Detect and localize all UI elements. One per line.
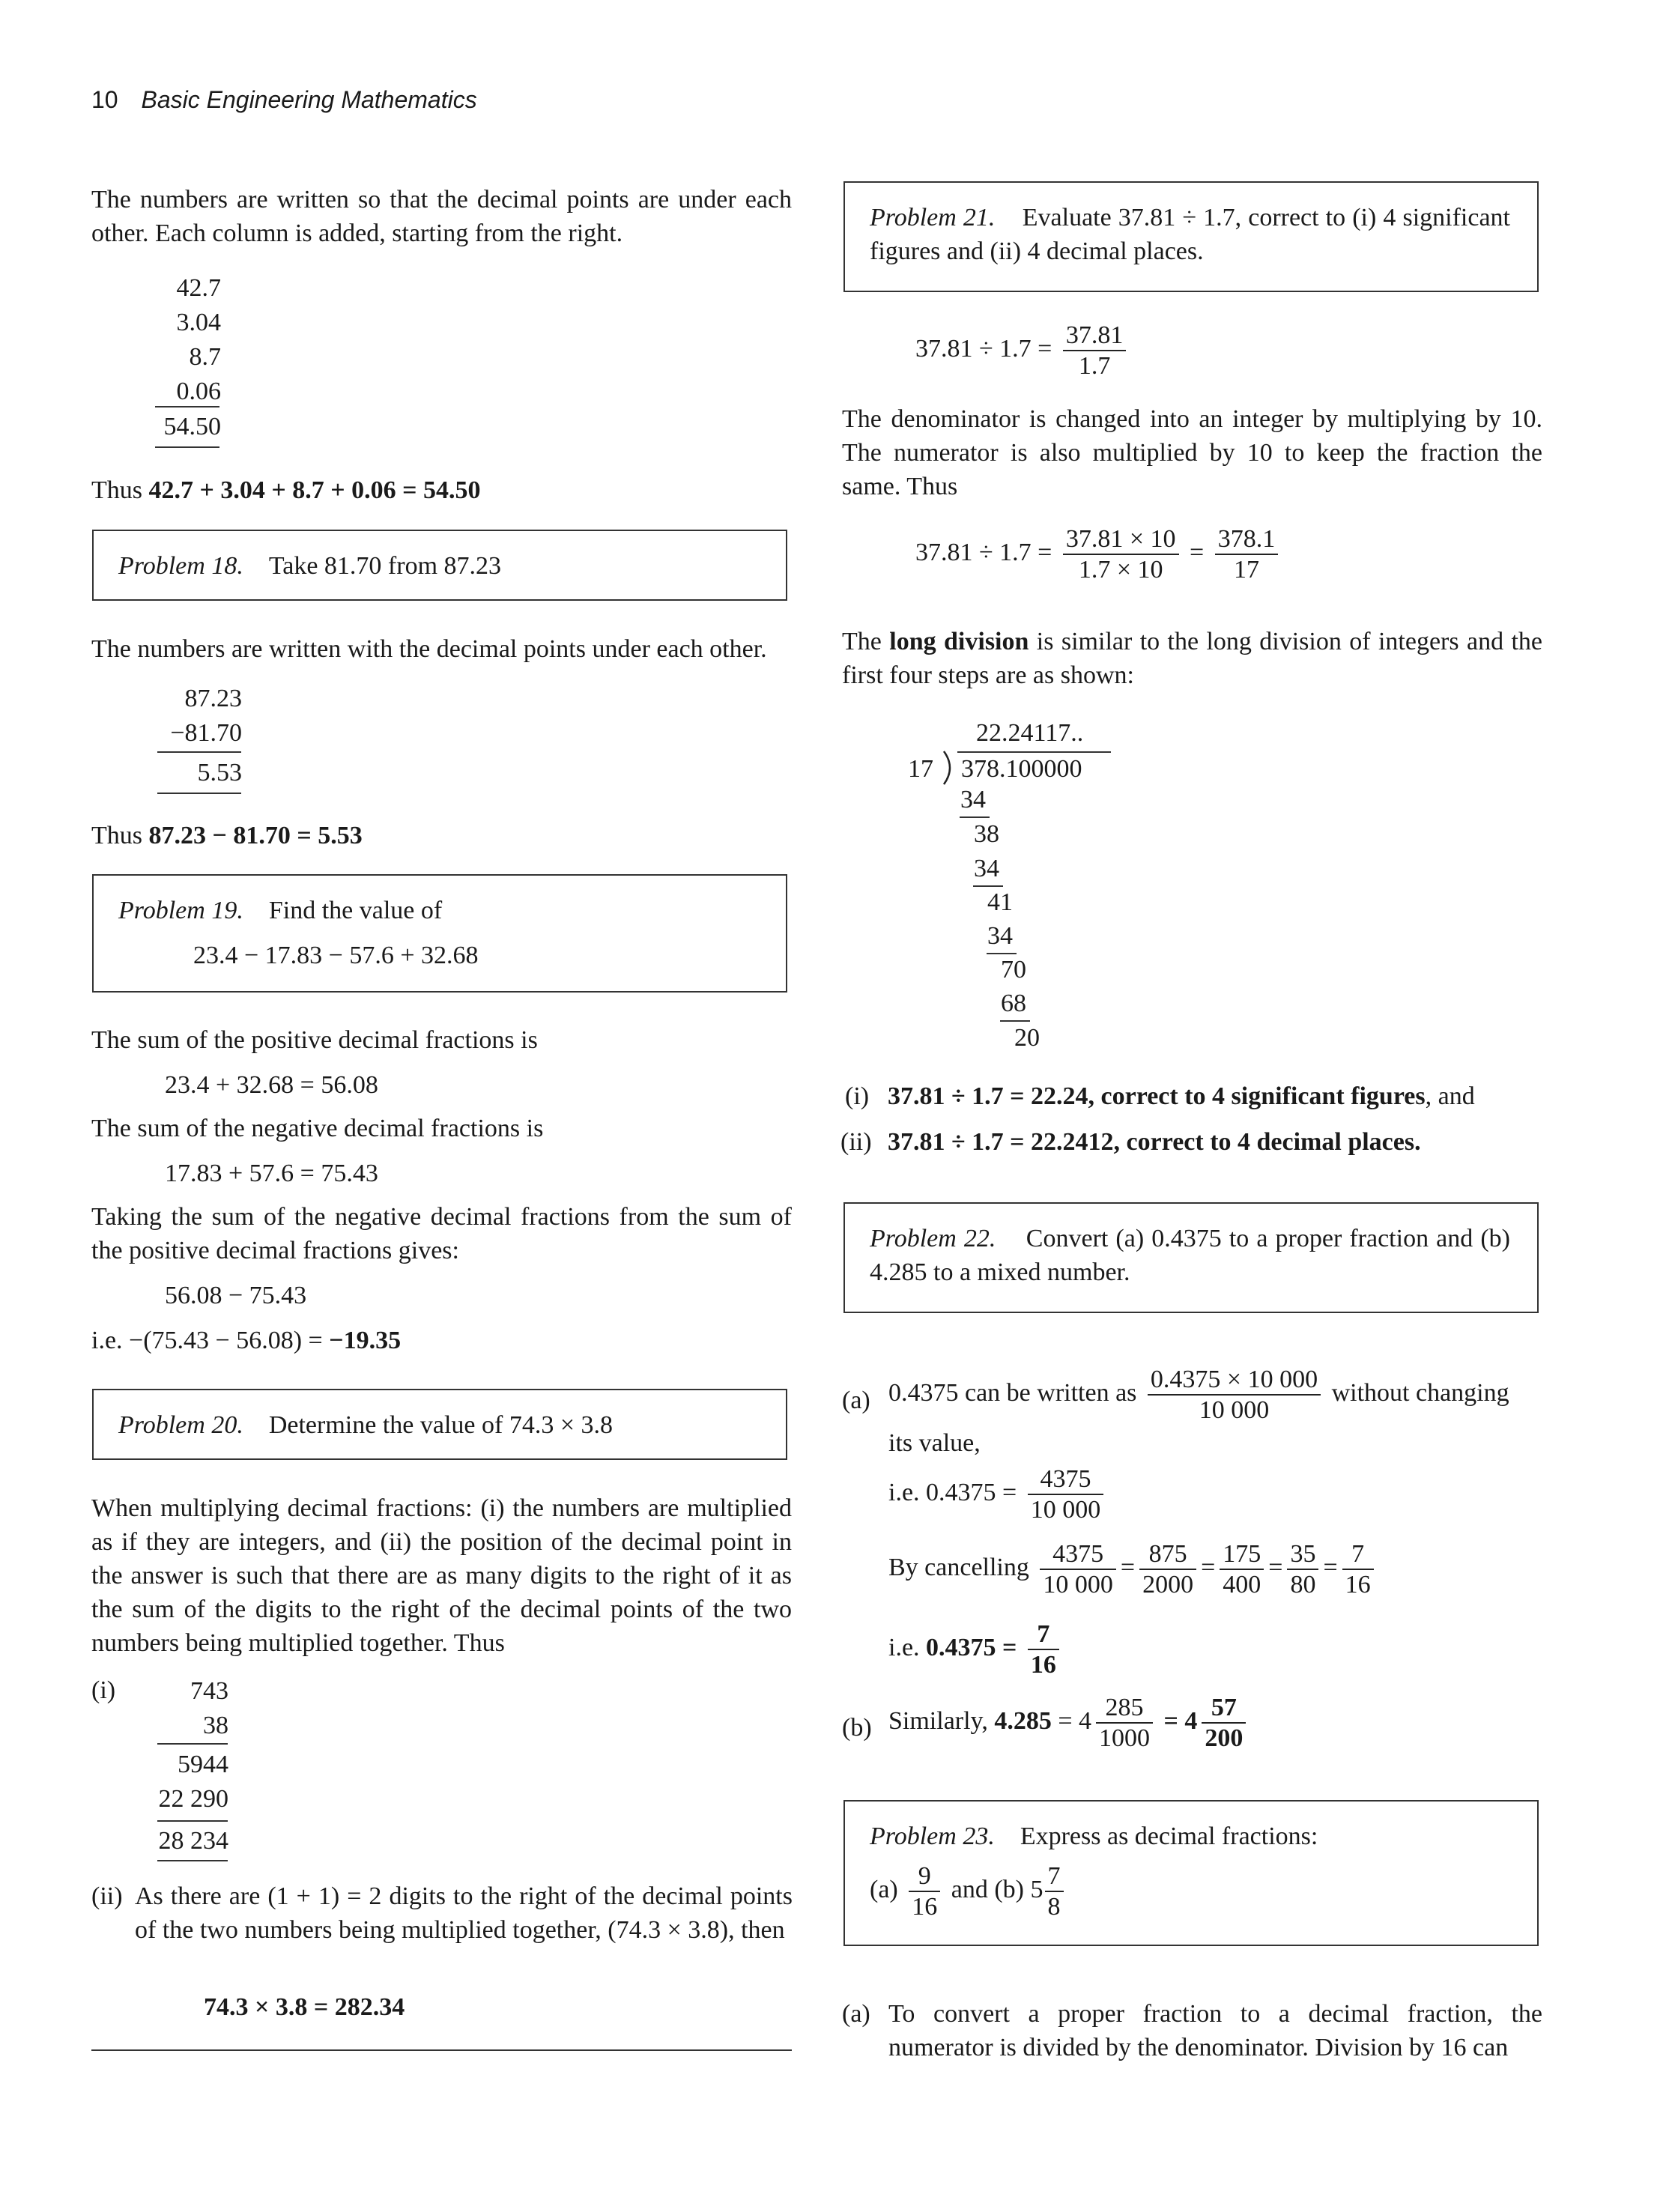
numerator: 37.81 × 10: [1065, 525, 1176, 553]
denominator: 16: [1342, 1569, 1374, 1599]
problem-label: Problem 22.: [870, 1225, 996, 1252]
ie-result: −19.35: [329, 1327, 402, 1354]
denominator: 10 000: [1028, 1494, 1104, 1524]
thus-sum: [91, 474, 481, 508]
numerator: 35: [1290, 1540, 1316, 1568]
part-b-label: (b): [842, 1714, 872, 1742]
addition-column: [154, 271, 221, 409]
problem-19-box: [92, 874, 787, 993]
cancelling-line: By cancelling $\frac{4375}{10 000}$ = $\frac{875}{2000}$ = $\frac{175}{400}$ = $\frac{35}{80}$ = $\frac{7}{16}$: [888, 1539, 1378, 1599]
sum-rule: [155, 446, 219, 448]
multiplication-intro: When multiplying decimal fractions: (i) the numbers are multiplied as if they are integers, and (ii) the position of the decimal point in the answer is such that there are as many digits to the right of it as the sum of the digits to the right of the decimal points of the two numbers being multiplied together. Thus: [91, 1494, 792, 1657]
part-b-text: and (b) 5: [951, 1875, 1043, 1903]
mult-row: 743: [190, 1677, 228, 1705]
mult-rule: [157, 1860, 228, 1861]
equals-sign: =: [1190, 538, 1205, 566]
denominator: 400: [1220, 1569, 1264, 1599]
part-a-text: 0.4375 can be written as: [888, 1378, 1137, 1407]
ld-step: 41: [987, 888, 1013, 916]
numerator: 285: [1105, 1694, 1144, 1721]
ie-fraction-line: [888, 1464, 1108, 1524]
multiplication-column: [154, 1674, 228, 1743]
numerator: 0.4375 × 10 000: [1150, 1366, 1318, 1393]
ld-step: 38: [974, 820, 999, 848]
partial-product: 22 290: [158, 1784, 228, 1813]
problem-22-text: [870, 1222, 1510, 1290]
numerator: 37.81: [1065, 321, 1124, 349]
ld-bracket: [941, 750, 959, 786]
denominator: 1000: [1096, 1722, 1153, 1753]
mult-total: 28 234: [158, 1827, 228, 1855]
final-a-label: (a): [842, 2000, 870, 2028]
part-a-value: its value,: [888, 1429, 981, 1457]
problem-18-box: [92, 530, 787, 601]
add-row: 3.04: [176, 308, 221, 336]
denominator: 16: [909, 1891, 940, 1921]
part-b-eq: = 4: [1157, 1706, 1198, 1735]
thus-prefix: Thus: [91, 822, 149, 849]
running-title: Basic Engineering Mathematics: [141, 86, 477, 113]
ld-dividend: 378.100000: [961, 755, 1082, 783]
fraction: [1028, 1464, 1104, 1524]
fraction: [1202, 1693, 1246, 1753]
numerator: 378.1: [1217, 525, 1276, 553]
part-b-text: Similarly,: [888, 1706, 995, 1735]
ii-label: (ii): [91, 1882, 123, 1910]
fraction: [1096, 1693, 1153, 1753]
problem-23-box: [843, 1800, 1539, 1946]
eq-lhs: 37.81 ÷ 1.7 =: [915, 538, 1052, 566]
denominator: 200: [1202, 1722, 1246, 1753]
result-i-text: 37.81 ÷ 1.7 = 22.24, correct to 4 significant figures: [888, 1082, 1426, 1110]
numerator: 7: [1037, 1620, 1050, 1648]
positive-intro: The sum of the positive decimal fractions is: [91, 1026, 538, 1054]
result-i-label: (i): [845, 1082, 870, 1110]
final-a-paragraph: To convert a proper fraction to a decimal fraction, the numerator is divided by the denominator. Division by 16 can: [888, 2000, 1542, 2061]
problem-label: Problem 20.: [118, 1411, 243, 1439]
numerator: 875: [1148, 1540, 1187, 1568]
sub-rule: [157, 751, 241, 753]
denominator: 1.7: [1063, 350, 1127, 381]
numerator: 7: [1047, 1862, 1061, 1890]
ie-prefix: i.e. −(75.43 − 56.08) =: [91, 1327, 330, 1354]
problem-statement: Find the value of: [268, 897, 443, 924]
ie-result: 0.4375 =: [926, 1633, 1017, 1661]
denominator: 2000: [1139, 1569, 1196, 1599]
mult-rule: [157, 1820, 228, 1822]
denominator: 8: [1045, 1891, 1064, 1921]
problem-23-text: [870, 1820, 1318, 1854]
add-row: 0.06: [176, 377, 221, 405]
ie-result-line: [888, 1619, 1064, 1679]
taking-paragraph: Taking the sum of the negative decimal fractions from the sum of the positive decimal fractions gives:: [91, 1203, 792, 1264]
p18-intro: The numbers are written with the decimal points under each other.: [91, 635, 767, 663]
fraction: [1063, 321, 1127, 381]
long-prefix: The: [842, 628, 890, 655]
part-b-line: [888, 1693, 1250, 1753]
denominator-paragraph: The denominator is changed into an integer by multiplying by 10. The numerator is also multiplied by 10 to keep the fraction the same. Thus: [842, 405, 1542, 500]
ld-step: 20: [1014, 1024, 1040, 1052]
sub-row: −81.70: [170, 718, 242, 747]
sub-row: 87.23: [184, 685, 242, 712]
problem-22-box: [843, 1202, 1539, 1313]
numerator: 57: [1211, 1694, 1237, 1721]
equation-1: [915, 321, 1130, 381]
ie-prefix: i.e. 0.4375 =: [888, 1478, 1017, 1506]
fraction: [1215, 524, 1279, 584]
part-a-label: (a): [842, 1387, 870, 1414]
problem-statement: Take 81.70 from 87.23: [268, 552, 502, 580]
column-end-rule: [91, 2049, 792, 2051]
fraction: [1287, 1539, 1318, 1599]
result-i-rest: , and: [1425, 1082, 1475, 1110]
fraction: [1045, 1861, 1064, 1921]
running-header: [91, 84, 477, 115]
sub-result: 5.53: [197, 759, 242, 787]
fraction: [1063, 524, 1179, 584]
ld-step: 70: [1001, 956, 1026, 984]
fraction: [1139, 1539, 1196, 1599]
negative-equation: 17.83 + 57.6 = 75.43: [165, 1160, 378, 1187]
equation-2: [915, 524, 1282, 584]
cancel-label: By cancelling: [888, 1553, 1029, 1581]
problem-label: Problem 19.: [118, 897, 243, 924]
part-a-text: without changing: [1331, 1378, 1509, 1407]
thus-prefix: Thus: [91, 476, 149, 504]
numerator: 9: [918, 1862, 931, 1890]
thus-difference-result: 87.23 − 81.70 = 5.53: [148, 822, 363, 849]
denominator: 10 000: [1040, 1569, 1116, 1599]
long-rest: is similar to the long division of integers and the first four steps are as shown:: [842, 628, 1543, 689]
mult-rule: [157, 1743, 228, 1745]
ld-step: 34: [960, 786, 986, 813]
ie-prefix: i.e.: [888, 1633, 927, 1661]
problem-21-text: [870, 201, 1510, 269]
fraction: [1220, 1539, 1264, 1599]
problem-20-text: [118, 1409, 613, 1443]
denominator: 16: [1028, 1649, 1059, 1679]
part-b-eq: = 4: [1051, 1706, 1092, 1735]
problem-19-text: [118, 894, 442, 928]
ld-step: 34: [987, 922, 1013, 950]
problem-21-box: [843, 181, 1539, 292]
problem-19-expression: 23.4 − 17.83 − 57.6 + 32.68: [193, 942, 479, 969]
add-total: 54.50: [163, 413, 221, 440]
partial-product: 5944: [178, 1751, 228, 1778]
fraction: [1342, 1539, 1374, 1599]
problem-label: Problem 23.: [870, 1822, 995, 1850]
part-label: (a): [870, 1875, 898, 1903]
result-ii-label: (ii): [840, 1128, 872, 1156]
eq-lhs: 37.81 ÷ 1.7 =: [915, 334, 1052, 363]
numerator: 175: [1223, 1540, 1261, 1568]
part-b-value: 4.285: [994, 1706, 1052, 1735]
problem-statement: Evaluate 37.81 ÷ 1.7, correct to (i) 4 significant figures and (ii) 4 decimal places.: [870, 204, 1510, 265]
intro-paragraph: The numbers are written so that the decimal points are under each other. Each column is added, starting from the right.: [91, 186, 792, 247]
problem-statement: Convert (a) 0.4375 to a proper fraction and (b) 4.285 to a mixed number.: [870, 1225, 1510, 1286]
mult-label: (i): [91, 1676, 116, 1704]
problem-23-parts: [870, 1861, 1068, 1921]
fraction: [1040, 1539, 1116, 1599]
denominator: 80: [1287, 1569, 1318, 1599]
long-division-paragraph: [842, 625, 1542, 693]
problem-20-box: [92, 1389, 787, 1460]
numerator: 7: [1351, 1540, 1365, 1568]
sub-rule: [157, 793, 241, 794]
thus-sum-result: 42.7 + 3.04 + 8.7 + 0.06 = 54.50: [148, 476, 481, 504]
part-a-line: [888, 1365, 1544, 1425]
ld-step: 68: [1001, 990, 1026, 1017]
sum-rule: [155, 406, 219, 407]
problem-18-text: [118, 550, 501, 584]
ii-paragraph: As there are (1 + 1) = 2 digits to the right of the decimal points of the two numbers being multiplied together, (74.3 × 3.8), then: [135, 1882, 793, 1944]
result-ii: 37.81 ÷ 1.7 = 22.2412, correct to 4 decimal places.: [888, 1128, 1421, 1156]
ld-quotient: 22.24117..: [976, 719, 1084, 747]
add-row: 42.7: [176, 274, 221, 302]
denominator: 1.7 × 10: [1063, 554, 1179, 584]
thus-difference: [91, 819, 363, 853]
ld-divisor: 17: [908, 755, 933, 783]
problem-label: Problem 21.: [870, 204, 996, 231]
denominator: 17: [1215, 554, 1279, 584]
add-row: 8.7: [189, 342, 221, 371]
numerator: 4375: [1040, 1465, 1091, 1493]
problem-statement: Determine the value of 74.3 × 3.8: [268, 1411, 613, 1439]
ld-step: 34: [974, 855, 999, 882]
long-division-term: long division: [889, 628, 1029, 655]
page-number: 10: [91, 86, 118, 113]
fraction: [909, 1861, 940, 1921]
positive-equation: 23.4 + 32.68 = 56.08: [165, 1071, 378, 1099]
negative-intro: The sum of the negative decimal fractions is: [91, 1115, 544, 1142]
difference-equation: 56.08 − 75.43: [165, 1282, 307, 1309]
problem-statement: Express as decimal fractions:: [1020, 1822, 1318, 1850]
final-product: 74.3 × 3.8 = 282.34: [204, 1993, 405, 2021]
numerator: 4375: [1052, 1540, 1104, 1568]
ie-line: [91, 1324, 401, 1358]
problem-label: Problem 18.: [118, 552, 243, 580]
mult-row: 38: [203, 1711, 228, 1739]
fraction: [1148, 1365, 1321, 1425]
denominator: 10 000: [1148, 1394, 1321, 1425]
partial-products: [154, 1748, 228, 1816]
result-i: [888, 1080, 1475, 1114]
subtraction-column: [154, 682, 242, 751]
fraction: [1028, 1619, 1059, 1679]
